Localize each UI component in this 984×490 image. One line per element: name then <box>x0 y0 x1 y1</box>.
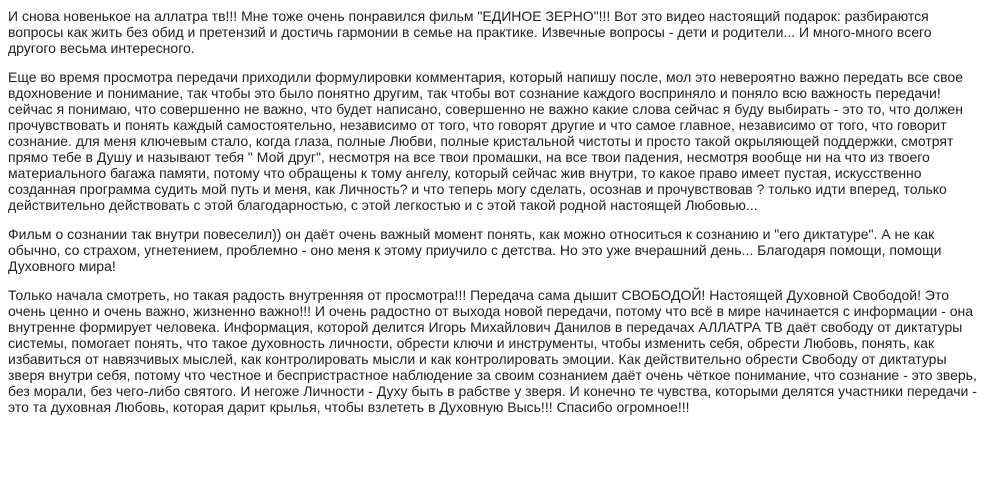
comment-paragraph-4: Только начала смотреть, но такая радость внутренняя от просмотра!!! Передача сама дышит СВОБОДОЙ! Настоящей Духовной Свободой! Это очень ценно и очень важно, жизненно важно!!! И очень радостно от выхода новой передачи, потому что всё в мире начинается с информации - она внутренне формирует человека. Информация, которой делится Игорь Михайлович Данилов в передачах АЛЛАТРА ТВ даёт свободу от диктатуры системы, помогает понять, что такое духовность личности, обрести ключи и инструменты, чтобы изменить себя, обрести Любовь, понять, как избавиться от навязчивых мыслей, как контролировать мысли и как контролировать эмоции. Как действительно обрести Свободу от диктатуры зверя внутри себя, потому что честное и беспристрастное наблюдение за своим сознанием даёт очень чёткое понимание, что сознание - это зверь, без морали, без чего-либо святого. И негоже Личности - Духу быть в рабстве у зверя. И конечно те чувства, которыми делятся участники передачи - это та духовная Любовь, которая дарит крылья, чтобы взлететь в Духовную Высь!!! Спасибо огромное!!! <box>8 287 977 415</box>
comment-paragraph-2: Еще во время просмотра передачи приходили формулировки комментария, который напишу после, мол это невероятно важно передать все свое вдохновение и понимание, так чтобы это было понятно другим, так чтобы вот сознание каждого восприняло и поняло всю важность передачи! сейчас я понимаю, что совершенно не важно, что будет написано, совершенно не важно какие слова сейчас я буду выбирать - это то, что должен прочувствовать и понять каждый самостоятельно, независимо от того, что говорят другие и что самое главное, независимо от того, что говорит сознание. для меня ключевым стало, когда глаза, полные Любви, полные кристальной чистоты и просто такой окрыляющей поддержки, смотрят прямо тебе в Душу и называют тебя " Мой друг", несмотря на все твои промашки, на все твои падения, несмотря вообще ни на что из твоего материального багажа памяти, потому что обращены к тому ангелу, который сейчас жив внутри, то какое право имеет пустая, искусственно созданная программа судить мой путь и меня, как Личность? и что теперь могу сделать, осознав и прочувствовав ? только идти вперед, только действительно действовать с этой благодарностью, с этой легкостью и с этой такой родной настоящей Любовью... <box>8 69 963 213</box>
comment-paragraph-1: И снова новенькое на аллатра тв!!! Мне тоже очень понравился фильм "ЕДИНОЕ ЗЕРНО"!!! Вот это видео настоящий подарок: разбираются вопросы как жить без обид и претензий и достичь гармонии в семье на практике. Извечные вопросы - дети и родители... И много-много всего другого весьма интересного. <box>8 8 932 56</box>
comment-paragraph-3: Фильм о сознании так внутри повеселил)) он даёт очень важный момент понять, как можно относиться к сознанию и "его диктатуре". А не как обычно, со страхом, угнетением, проблемно - оно меня к этому приучило с детства. Но это уже вчерашний день... Благодаря помощи, помощи Духовного мира! <box>8 226 942 274</box>
